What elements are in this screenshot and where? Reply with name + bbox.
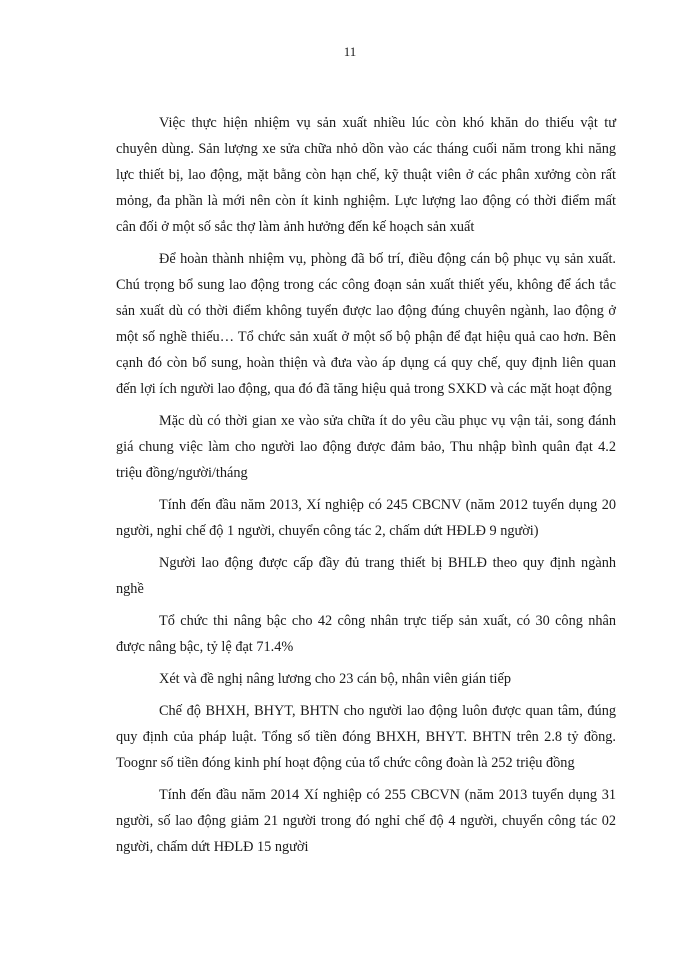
paragraph-staff-deployment: Để hoàn thành nhiệm vụ, phòng đã bố trí, điều động cán bộ phục vụ sản xuất. Chú trọng bổ sung lao động trong các công đoạn sản xuất thiết yếu, không để ách tắc sản xuất dù có thời điểm không tuyển được lao động đúng chuyên ngành, lao động ở một số nghề thiếu… Tổ chức sản xuất ở một số bộ phận để đạt hiệu quả cao hơn. Bên cạnh đó còn bổ sung, hoàn thiện và đưa vào áp dụng cá quy chế, quy định liên quan đến lợi ích người lao động, qua đó đã tăng hiệu quả trong SXKD và các mặt hoạt động [116,251,616,397]
paragraph-salary-raise: Xét và đề nghị nâng lương cho 23 cán bộ, nhân viên gián tiếp [159,671,511,687]
paragraph-staff-2013: Tính đến đầu năm 2013, Xí nghiệp có 245 CBCNV (năm 2012 tuyển dụng 20 người, nghỉ chế độ 1 người, chuyển công tác 2, chấm dứt HĐLĐ 9 người) [116,497,616,539]
paragraph-grade-exam: Tổ chức thi nâng bậc cho 42 công nhân trực tiếp sản xuất, có 30 công nhân được nâng bậc, tỷ lệ đạt 71.4% [116,613,616,655]
paragraph-safety-equipment: Người lao động được cấp đầy đủ trang thiết bị BHLĐ theo quy định ngành nghề [116,555,616,597]
paragraph-income: Mặc dù có thời gian xe vào sửa chữa ít do yêu cầu phục vụ vận tải, song đánh giá chung việc làm cho người lao động được đảm bảo, Thu nhập bình quân đạt 4.2 triệu đồng/người/tháng [116,413,616,481]
paragraph-insurance: Chế độ BHXH, BHYT, BHTN cho người lao động luôn được quan tâm, đúng quy định của pháp luật. Tổng số tiền đóng BHXH, BHYT. BHTN trên 2.8 tỷ đồng. Toognr số tiền đóng kinh phí hoạt động của tổ chức công đoàn là 252 triệu đồng [116,703,616,771]
paragraph-staff-2014: Tính đến đầu năm 2014 Xí nghiệp có 255 CBCVN (năm 2013 tuyển dụng 31 người, số lao động giảm 21 người trong đó nghỉ chế độ 4 người, chuyển công tác 02 người, chấm dứt HĐLĐ 15 người [116,787,616,855]
paragraph-material-shortage: Việc thực hiện nhiệm vụ sản xuất nhiều lúc còn khó khăn do thiếu vật tư chuyên dùng. Sản lượng xe sửa chữa nhỏ dồn vào các tháng cuối năm trong khi năng lực thiết bị, lao động, mặt bằng còn hạn chế, kỹ thuật viên ở các phân xưởng còn rất mỏng, đa phần là mới nên còn ít kinh nghiệm. Lực lượng lao động có thời điểm mất cân đối ở một số sắc thợ làm ảnh hưởng đến kế hoạch sản xuất [116,115,616,235]
page-number: 11 [343,44,357,59]
document-body [116,110,616,860]
